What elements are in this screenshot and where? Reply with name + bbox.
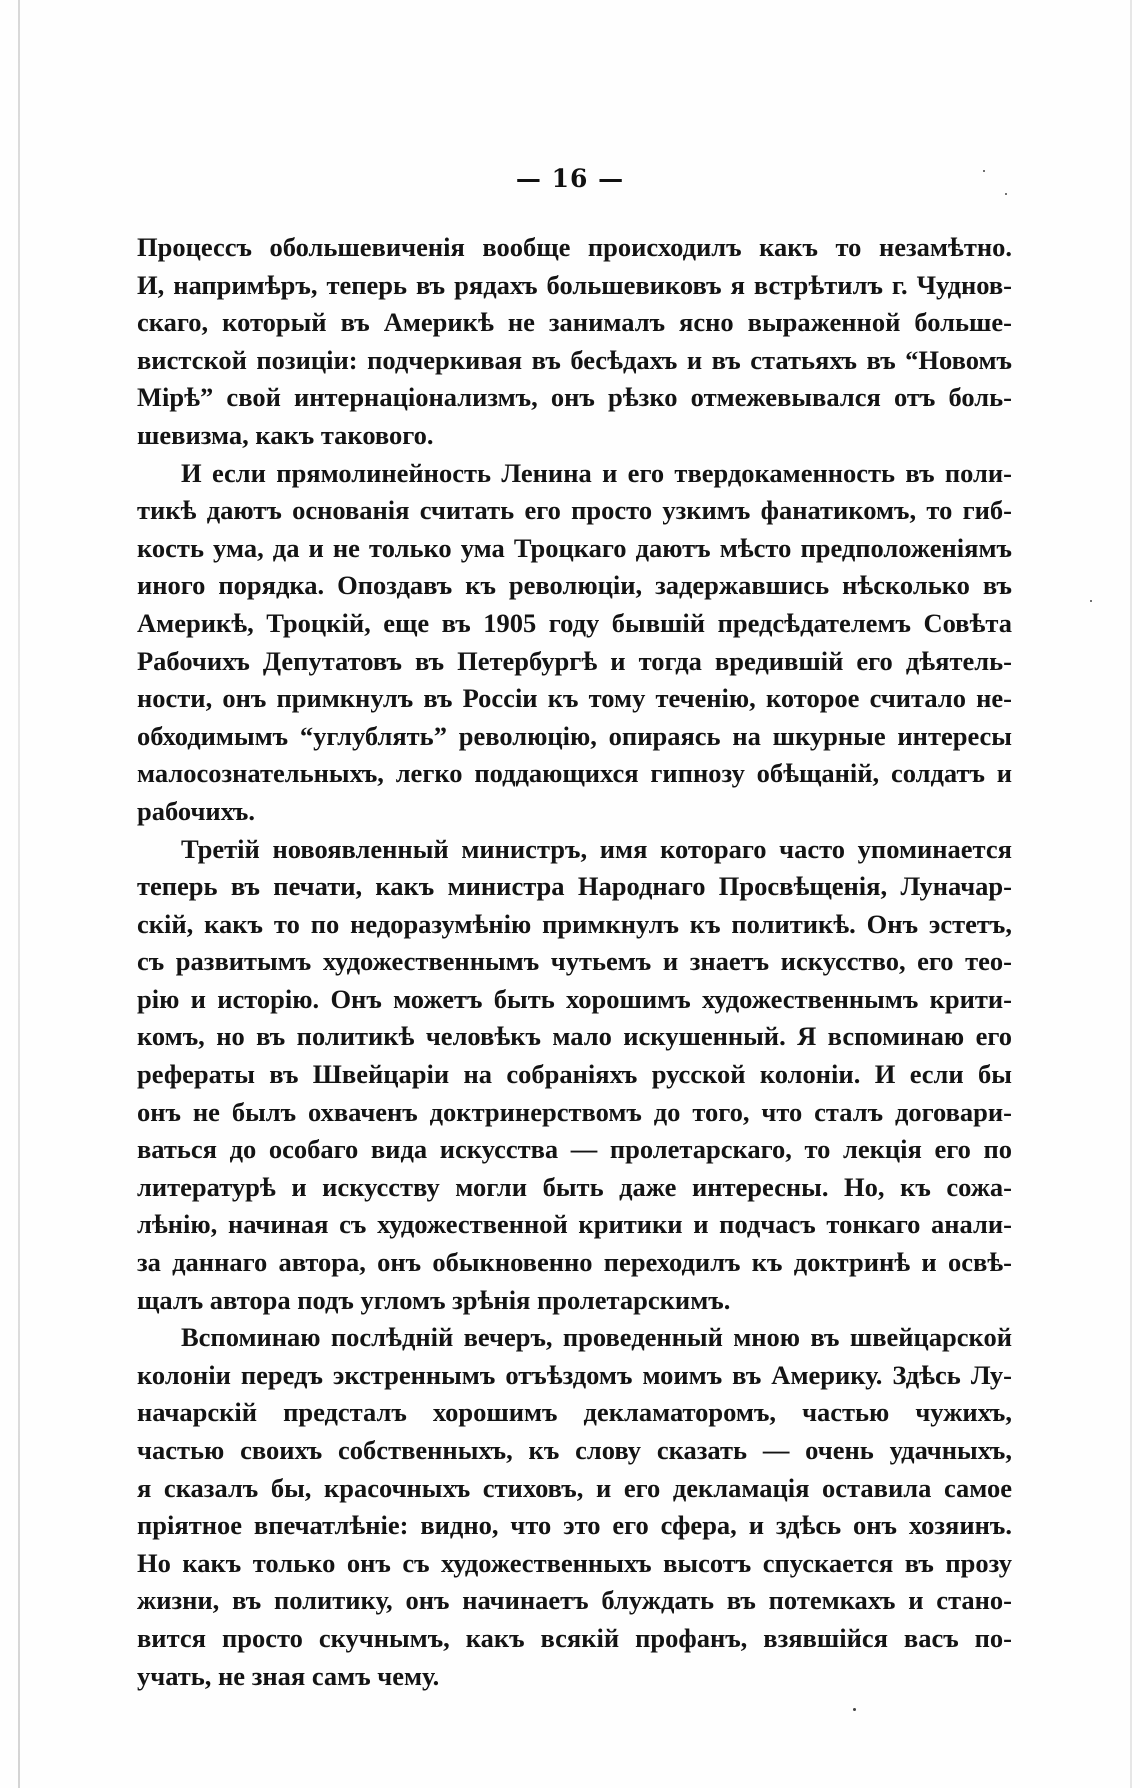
text-line: рабочихъ. bbox=[137, 795, 255, 826]
print-speck bbox=[853, 1708, 856, 1711]
text-line: Третій новоявленный министръ, имя котораго часто упоминается bbox=[181, 833, 1012, 864]
print-speck bbox=[983, 170, 985, 172]
text-line: вится просто скучнымъ, какъ всякій профанъ, взявшійся васъ по- bbox=[137, 1622, 1012, 1653]
text-line: щалъ автора подъ угломъ зрѣнія пролетарскимъ. bbox=[137, 1284, 731, 1315]
text-line: И если прямолинейность Ленина и его твердокаменность въ поли- bbox=[181, 457, 1012, 488]
text-line: вистской позиціи: подчеркивая въ бесѣдахъ и въ статьяхъ въ “Новомъ bbox=[137, 344, 1012, 375]
print-speck bbox=[1090, 600, 1092, 602]
text-line: лѣнію, начиная съ художественной критики и подчасъ тонкаго анали- bbox=[137, 1209, 1012, 1240]
text-line: жизни, въ политику, онъ начинаетъ блуждать въ потемкахъ и стано- bbox=[137, 1585, 1012, 1616]
text-line: скаго, который въ Америкѣ не занималъ ясно выраженной больше- bbox=[137, 307, 1012, 338]
text-line: тикѣ даютъ основанія считать его просто узкимъ фанатикомъ, то гиб- bbox=[137, 495, 1012, 526]
print-speck bbox=[1005, 193, 1007, 195]
text-line: ности, онъ примкнулъ въ Россіи къ тому теченію, которое считало не- bbox=[137, 683, 1012, 714]
text-line: Но какъ только онъ съ художественныхъ высотъ спускается въ прозу bbox=[137, 1547, 1012, 1578]
text-line: И, напримѣръ, теперь въ рядахъ большевиковъ я встрѣтилъ г. Чуднов- bbox=[137, 269, 1012, 300]
text-line: начарскій предсталъ хорошимъ декламаторомъ, частью чужихъ, bbox=[137, 1397, 1012, 1428]
text-line: Процессъ обольшевиченія вообще происходилъ какъ то незамѣтно. bbox=[137, 232, 1012, 262]
page-left-edge bbox=[18, 0, 20, 1788]
text-line: частью своихъ собственныхъ, къ слову сказать — очень удачныхъ, bbox=[137, 1435, 1012, 1465]
text-line: Рабочихъ Депутатовъ въ Петербургѣ и тогда вредившій его дѣятель- bbox=[137, 645, 1012, 676]
text-line: литературѣ и искусству могли быть даже интересны. Но, къ сожа- bbox=[137, 1171, 1012, 1202]
text-line: за даннаго автора, онъ обыкновенно переходилъ къ доктринѣ и освѣ- bbox=[137, 1247, 1012, 1278]
text-line: Вспоминаю послѣдній вечеръ, проведенный мною въ швейцарской bbox=[181, 1322, 1012, 1353]
page-number: — 16 — bbox=[515, 164, 625, 193]
text-line: иного порядка. Опоздавъ къ революціи, задержавшись нѣсколько въ bbox=[137, 570, 1012, 601]
text-line: колоніи передъ экстреннымъ отъѣздомъ моимъ въ Америку. Здѣсь Лу- bbox=[137, 1359, 1012, 1390]
text-line: скій, какъ то по недоразумѣнію примкнулъ къ политикѣ. Онъ эстетъ, bbox=[137, 908, 1012, 939]
text-line: обходимымъ “углублять” революцію, опираясь на шкурные интересы bbox=[137, 720, 1012, 751]
text-line: пріятное впечатлѣніе: видно, что это его сфера, и здѣсь онъ хозяинъ. bbox=[137, 1510, 1012, 1541]
text-line: теперь въ печати, какъ министра Народнаго Просвѣщенія, Луначар- bbox=[137, 871, 1012, 902]
text-line: шевизма, какъ такового. bbox=[137, 419, 434, 450]
text-line: учать, не зная самъ чему. bbox=[137, 1660, 440, 1691]
text-line: я сказалъ бы, красочныхъ стиховъ, и его декламація оставила самое bbox=[137, 1472, 1012, 1503]
text-line: комъ, но въ политикѣ человѣкъ мало искушенный. Я вспоминаю его bbox=[137, 1021, 1012, 1052]
paragraph bbox=[137, 455, 1012, 831]
text-line: съ развитымъ художественнымъ чутьемъ и знаетъ искусство, его тео- bbox=[137, 946, 1012, 977]
page-right-edge bbox=[1130, 0, 1132, 1788]
text-line: ваться до особаго вида искусства — пролетарскаго, то лекція его по bbox=[137, 1134, 1012, 1165]
text-line: рефераты въ Швейцаріи на собраніяхъ русской колоніи. И если бы bbox=[137, 1059, 1012, 1090]
paragraph bbox=[137, 229, 1012, 455]
text-line: рію и исторію. Онъ можетъ быть хорошимъ художественнымъ крити- bbox=[137, 983, 1012, 1014]
paragraph bbox=[137, 1319, 1012, 1695]
text-line: кость ума, да и не только ума Троцкаго даютъ мѣсто предположеніямъ bbox=[137, 532, 1012, 563]
text-line: Америкѣ, Троцкій, еще въ 1905 году бывшій предсѣдателемъ Совѣта bbox=[137, 607, 1012, 638]
text-line: Мірѣ” свой интернаціонализмъ, онъ рѣзко отмежевывался отъ боль- bbox=[137, 382, 1012, 413]
paragraph bbox=[137, 831, 1012, 1320]
text-line: онъ не былъ охваченъ доктринерствомъ до того, что сталъ договари- bbox=[137, 1096, 1012, 1127]
text-line: малосознательныхъ, легко поддающихся гипнозу обѣщаній, солдатъ и bbox=[137, 758, 1012, 789]
body-text bbox=[137, 229, 1012, 1695]
